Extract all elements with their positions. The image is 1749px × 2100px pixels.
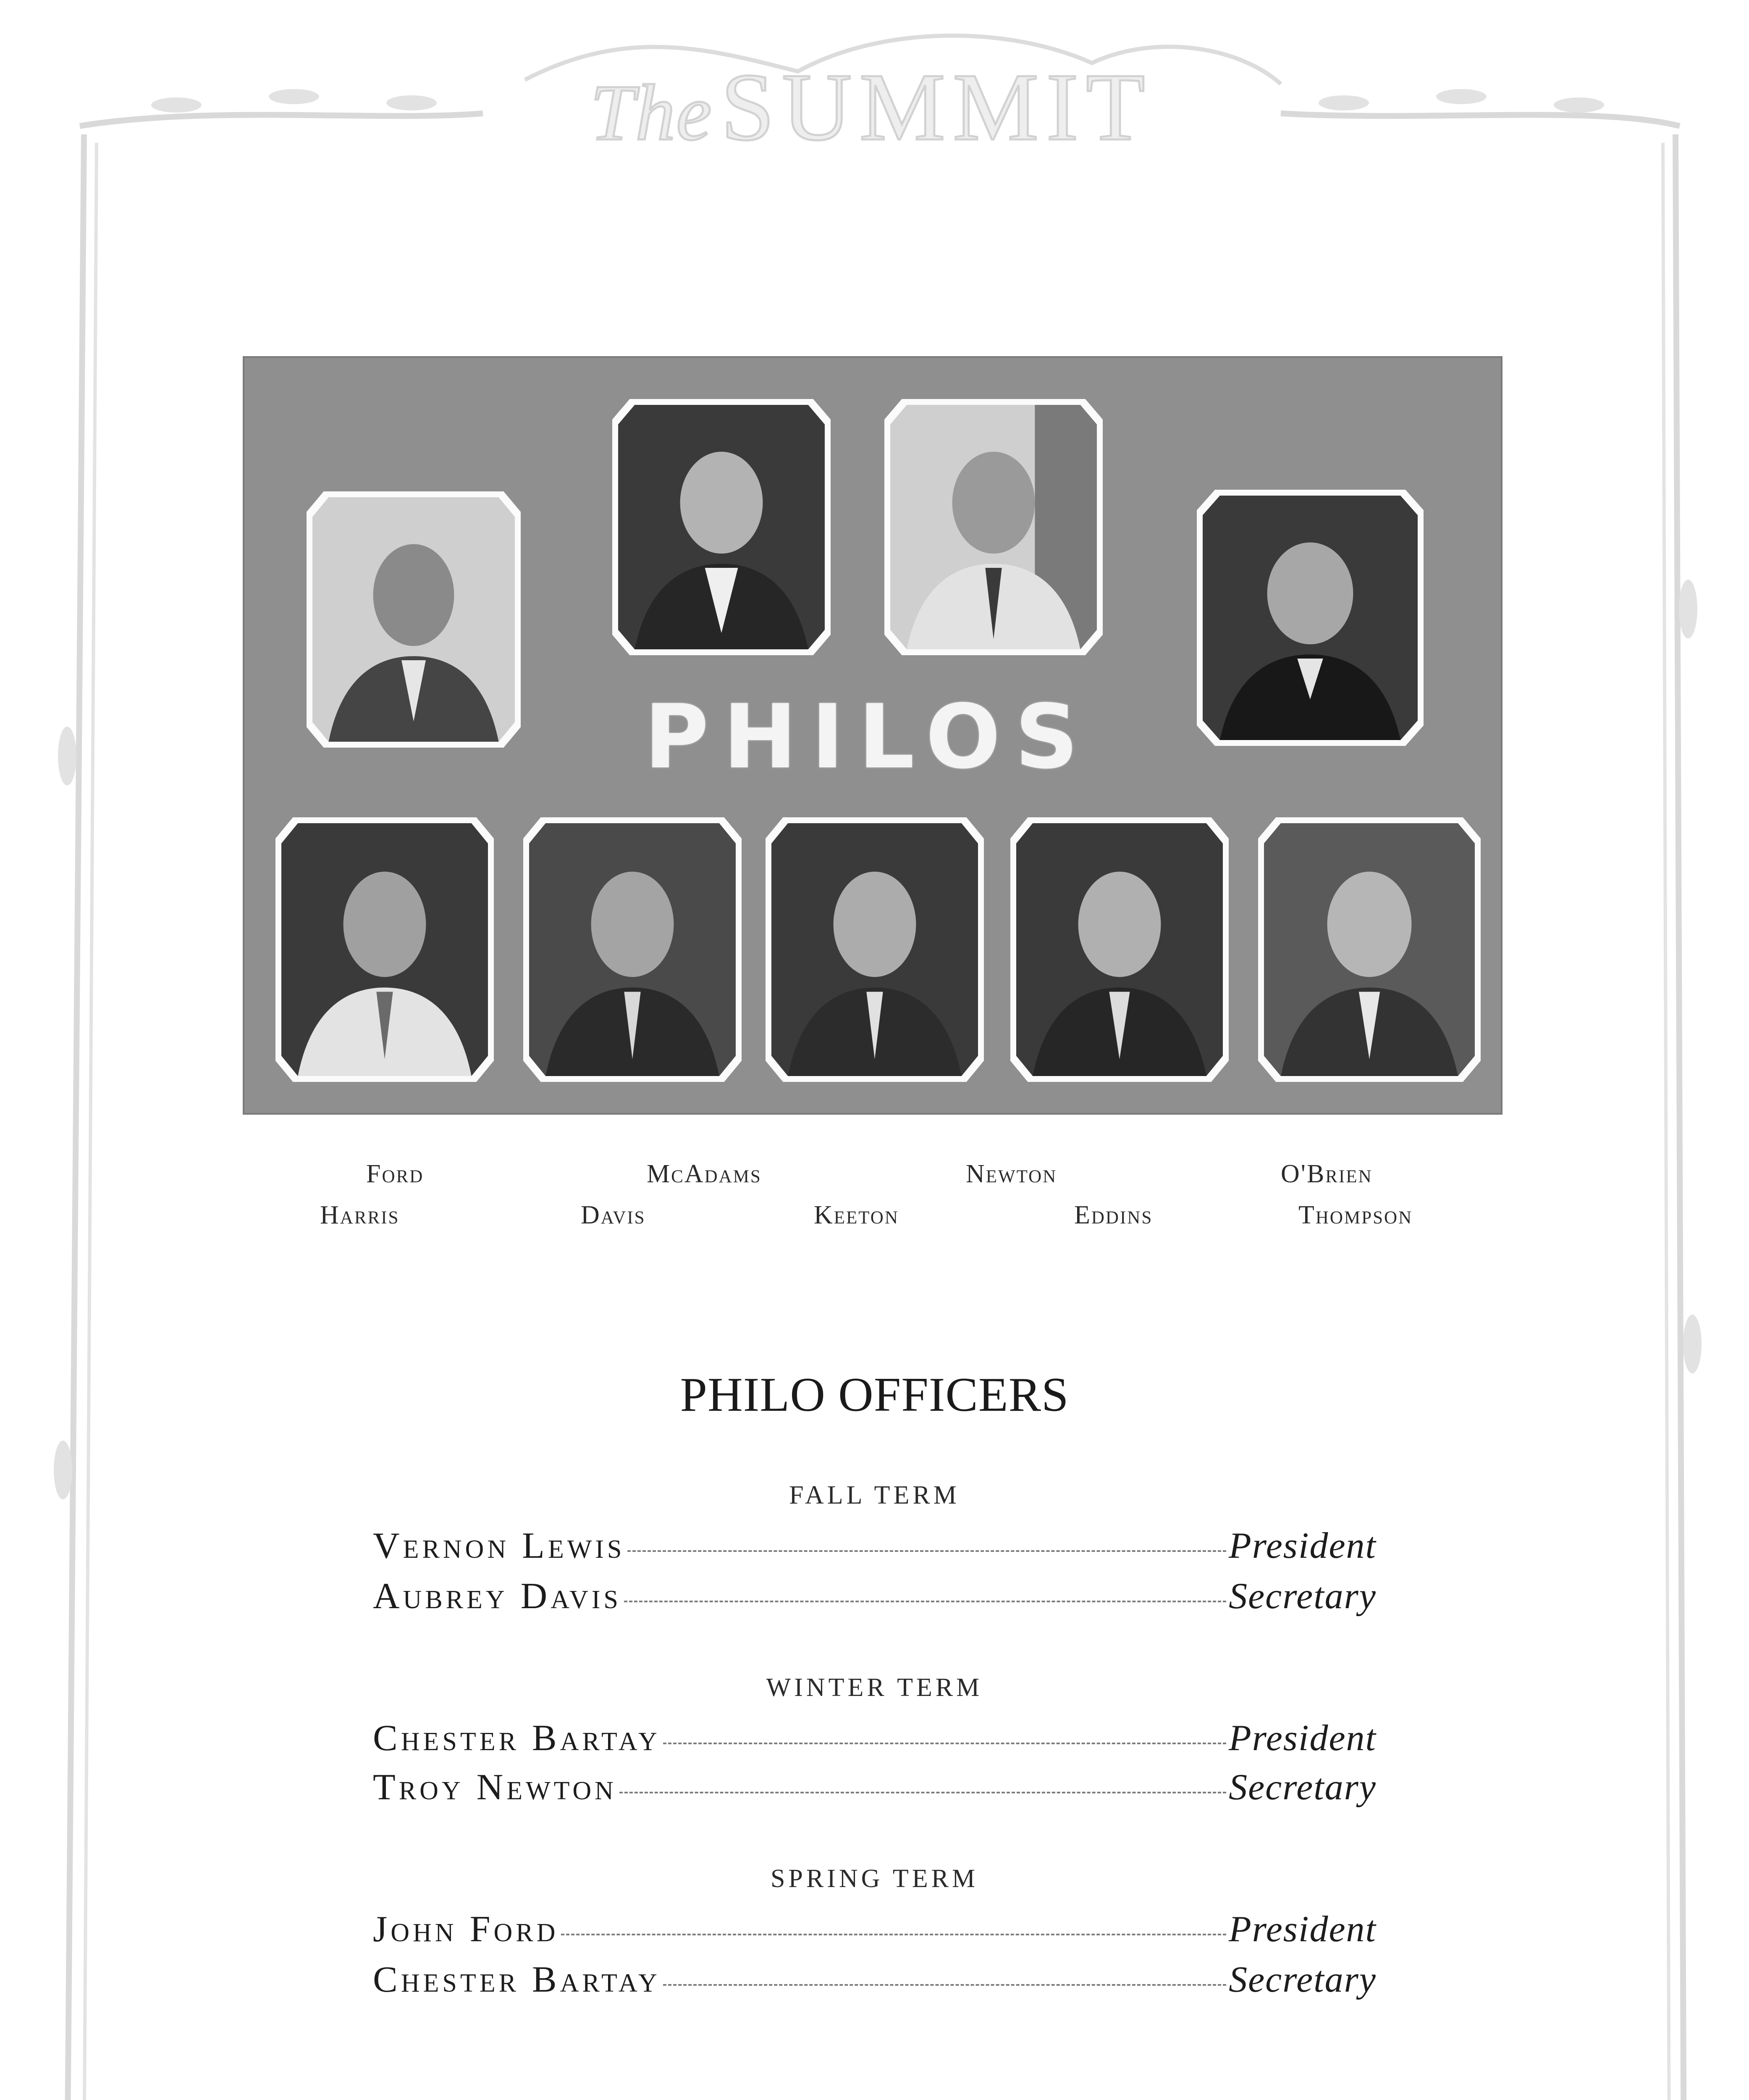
dot-leader xyxy=(663,1743,1226,1744)
officer-name: Vernon Lewis xyxy=(373,1525,625,1566)
philos-photo-label: PHILOS xyxy=(644,685,1093,788)
dot-leader xyxy=(619,1792,1226,1793)
officer-role: Secretary xyxy=(1229,1767,1377,1808)
member-name-ford: Ford xyxy=(366,1160,424,1188)
portrait-mcadams xyxy=(612,399,831,655)
officer-name: Troy Newton xyxy=(373,1767,617,1808)
portrait-newton xyxy=(884,399,1103,655)
masthead-summit: SUMMIT xyxy=(721,53,1153,160)
officer-role: President xyxy=(1229,1718,1377,1759)
term-heading-spring: SPRING TERM xyxy=(770,1864,979,1893)
dot-leader xyxy=(624,1601,1226,1602)
member-name-davis: Davis xyxy=(581,1201,646,1229)
dot-leader xyxy=(663,1984,1226,1986)
officer-name: John Ford xyxy=(373,1909,559,1950)
dot-leader xyxy=(627,1550,1226,1552)
masthead-title xyxy=(462,46,1281,168)
dot-leader xyxy=(561,1934,1226,1935)
portrait-davis xyxy=(523,817,742,1082)
portrait-keeton xyxy=(766,817,984,1082)
officer-row xyxy=(373,1766,1377,1812)
officers-title: PHILO OFFICERS xyxy=(680,1368,1069,1422)
officer-name: Aubrey Davis xyxy=(373,1576,621,1617)
officer-role: Secretary xyxy=(1229,1959,1377,2000)
member-name-thompson: Thompson xyxy=(1298,1201,1413,1229)
member-name-mcadams: McAdams xyxy=(647,1160,762,1188)
officer-role: President xyxy=(1229,1909,1377,1950)
term-heading-winter: WINTER TERM xyxy=(766,1673,983,1702)
member-name-keeton: Keeton xyxy=(814,1201,899,1229)
officer-row xyxy=(373,1958,1377,2005)
portrait-harris xyxy=(275,817,494,1082)
officer-name: Chester Bartay xyxy=(373,1718,661,1759)
portrait-thompson xyxy=(1258,817,1481,1082)
member-name-eddins: Eddins xyxy=(1074,1201,1153,1229)
officer-row xyxy=(373,1525,1377,1571)
officer-row xyxy=(373,1908,1377,1954)
masthead-the: The xyxy=(590,69,713,157)
member-name-newton: Newton xyxy=(966,1160,1057,1188)
portrait-obrien xyxy=(1197,490,1424,746)
group-photo-panel xyxy=(243,356,1503,1115)
officer-name: Chester Bartay xyxy=(373,1959,661,2000)
term-heading-fall: FALL TERM xyxy=(789,1481,960,1509)
member-name-obrien: O'Brien xyxy=(1281,1160,1373,1188)
portrait-ford xyxy=(307,491,521,748)
officer-role: President xyxy=(1229,1525,1377,1566)
officer-role: Secretary xyxy=(1229,1576,1377,1617)
officer-row xyxy=(373,1717,1377,1763)
member-name-harris: Harris xyxy=(320,1201,400,1229)
officer-row xyxy=(373,1575,1377,1621)
portrait-eddins xyxy=(1010,817,1229,1082)
